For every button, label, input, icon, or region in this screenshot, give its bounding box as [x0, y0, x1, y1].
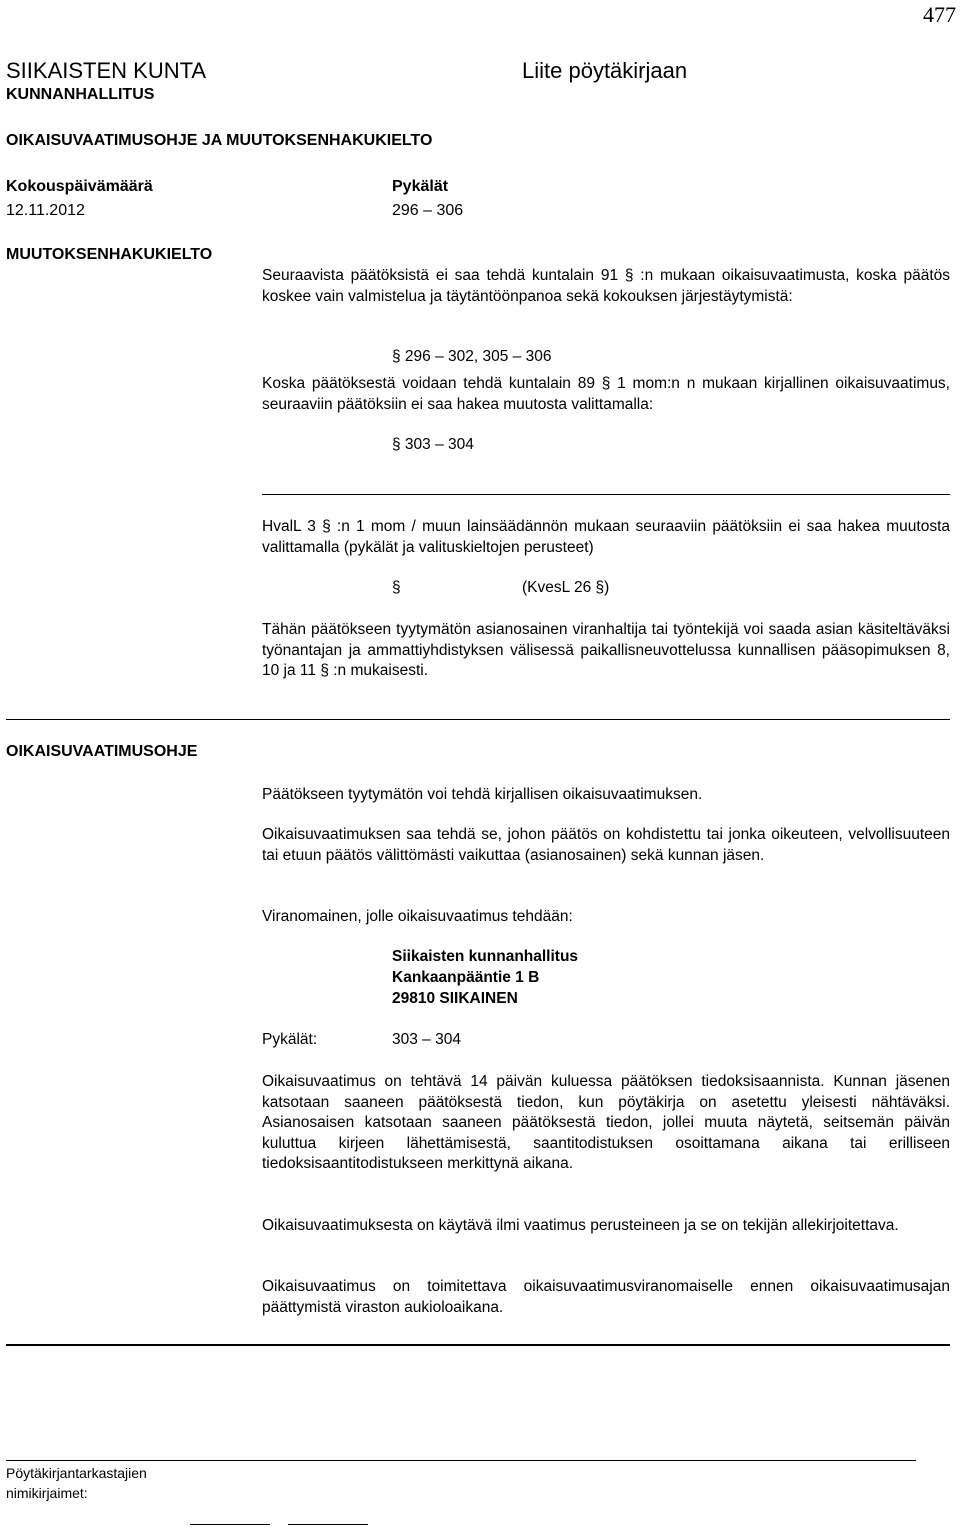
section-divider — [6, 719, 950, 720]
instruction-sections-label: Pykälät: — [262, 1031, 318, 1048]
instruction-p3: Viranomainen, jolle oikaisuvaatimus tehdään: — [262, 908, 573, 925]
prohibition-intro: Seuraavista päätöksistä ei saa tehdä kuntalain 91 § :n mukaan oikaisuvaatimusta, koska päätös koskee vain valmistelua ja täytäntöönpanoa sekä kokouksen järjestäytymistä: — [262, 267, 950, 305]
section-heading-oikaisuvaatimusohje: OIKAISUVAATIMUSOHJE — [6, 743, 198, 760]
board-name: KUNNANHALLITUS — [6, 86, 155, 103]
rectification-note: Koska päätöksestä voidaan tehdä kuntalain 89 § 1 mom:n n mukaan kirjallinen oikaisuvaatimus, seuraaviin päätöksiin ei saa hakea muutosta valittamalla: — [262, 375, 950, 413]
instruction-p6: Oikaisuvaatimus on toimitettava oikaisuvaatimusviranomaiselle ennen oikaisuvaatimusajan päättymistä viraston aukioloaikana. — [262, 1278, 950, 1316]
instruction-p1: Päätökseen tyytymätön voi tehdä kirjallisen oikaisuvaatimuksen. — [262, 786, 703, 803]
instruction-sections-value: 303 – 304 — [392, 1031, 461, 1048]
kvesl-reference: (KvesL 26 §) — [522, 579, 610, 596]
meeting-date-label: Kokouspäivämäärä — [6, 178, 153, 195]
prohibited-sections-1: § 296 – 302, 305 – 306 — [392, 348, 552, 365]
authority-postal: 29810 SIIKAINEN — [392, 990, 518, 1007]
page-number: 477 — [923, 2, 956, 27]
end-divider — [6, 1344, 950, 1346]
authority-name: Siikaisten kunnanhallitus — [392, 948, 579, 965]
instruction-p5: Oikaisuvaatimuksesta on käytävä ilmi vaatimus perusteineen ja se on tekijän allekirjoitettava. — [262, 1217, 899, 1234]
appendix-label: Liite pöytäkirjaan — [522, 58, 688, 83]
initials-line-1[interactable] — [190, 1524, 270, 1525]
footer-line — [6, 1460, 916, 1461]
initials-line-2[interactable] — [288, 1524, 368, 1525]
instruction-p4: Oikaisuvaatimus on tehtävä 14 päivän kuluessa päätöksen tiedoksisaannista. Kunnan jäsenen katsotaan saaneen päätöksestä tiedon, kun pöytäkirja on asetettu yleisesti nähtäväksi. Asianosaisen katsotaan saaneen päätöksestä tiedon, jollei muuta näytetä, seitsemän päivän kuluttua kirjeen lähettämisestä, saantitodistuksen osoittamana aikana tai erilliseen tiedoksisaantitodistukseen merkittynä aikana. — [262, 1073, 950, 1172]
hvall-note: HvalL 3 § :n 1 mom / muun lainsäädännön mukaan seuraaviin päätöksiin ei saa hakea muutosta valittamalla (pykälät ja valituskieltojen perusteet) — [262, 518, 950, 556]
sections-label: Pykälät — [392, 178, 449, 195]
inspectors-label-line1: Pöytäkirjantarkastajien — [6, 1465, 147, 1481]
authority-street: Kankaanpääntie 1 B — [392, 969, 540, 986]
instruction-p2: Oikaisuvaatimuksen saa tehdä se, johon päätös on kohdistettu tai jonka oikeuteen, velvollisuuteen tai etuun päätös välittömästi vaikuttaa (asianosainen) sekä kunnan jäsen. — [262, 826, 950, 864]
municipality-name: SIIKAISTEN KUNTA — [6, 58, 207, 83]
inspectors-label-line2: nimikirjaimet: — [6, 1485, 88, 1501]
divider-line — [262, 494, 950, 495]
section-symbol: § — [392, 579, 401, 596]
document-title: OIKAISUVAATIMUSOHJE JA MUUTOKSENHAKUKIELTO — [6, 132, 433, 149]
local-negotiation-note: Tähän päätökseen tyytymätön asianosainen viranhaltija tai työntekijä voi saada asian käsiteltäväksi työnantajan ja ammattiyhdistyksen välisessä paikallisneuvottelussa kunnallisen pääsopimuksen 8, 10 ja 11 § :n mukaisesti. — [262, 621, 950, 679]
prohibited-sections-2: § 303 – 304 — [392, 436, 474, 453]
section-heading-muutoksenhakukielto: MUUTOKSENHAKUKIELTO — [6, 246, 213, 263]
sections-range: 296 – 306 — [392, 202, 464, 219]
meeting-date: 12.11.2012 — [6, 202, 85, 219]
